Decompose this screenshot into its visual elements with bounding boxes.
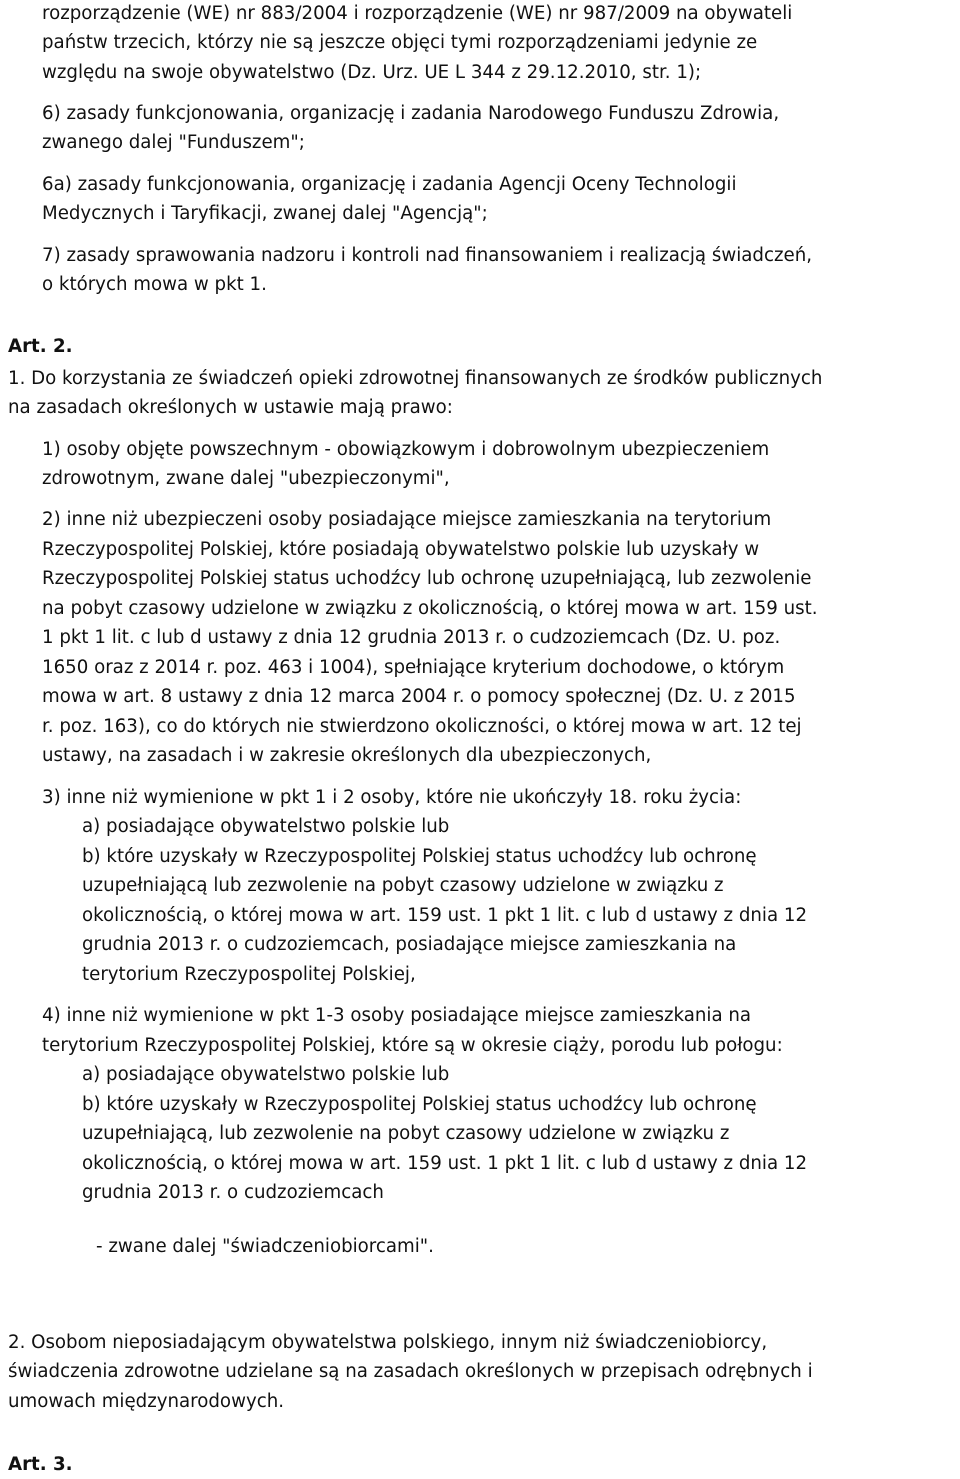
art2-point-4-line-1: 4) inne niż wymienione w pkt 1-3 osoby posiadające miejsce zamieszkania na	[42, 1005, 752, 1026]
article-3-heading: Art. 3.	[8, 1454, 73, 1475]
art2-point-3-b-line: grudnia 2013 r. o cudzoziemcach, posiadające miejsce zamieszkania na	[82, 934, 737, 955]
art2-point-2-line: 1 pkt 1 lit. c lub d ustawy z dnia 12 grudnia 2013 r. o cudzoziemcach (Dz. U. poz.	[42, 627, 781, 648]
article-2-heading: Art. 2.	[8, 336, 73, 357]
item-7-line-2: o których mowa w pkt 1.	[42, 274, 267, 295]
art2-par2-line: 2. Osobom nieposiadającym obywatelstwa polskiego, innym niż świadczeniobiorcy,	[8, 1332, 768, 1353]
item-6a-line-2: Medycznych i Taryfikacji, zwanej dalej "Agencją";	[42, 203, 488, 224]
art2-point-4-line-2: terytorium Rzeczypospolitej Polskiej, które są w okresie ciąży, porodu lub połogu:	[42, 1035, 783, 1056]
art2-point-2-line: mowa w art. 8 ustawy z dnia 12 marca 2004 r. o pomocy społecznej (Dz. U. z 2015	[42, 686, 796, 707]
intro-line-3: względu na swoje obywatelstwo (Dz. Urz. UE L 344 z 29.12.2010, str. 1);	[42, 62, 702, 83]
art2-point-4-a: a) posiadające obywatelstwo polskie lub	[82, 1064, 450, 1085]
art2-point-2-line: 2) inne niż ubezpieczeni osoby posiadające miejsce zamieszkania na terytorium	[42, 509, 772, 530]
art2-point-3-b-line: uzupełniającą lub zezwolenie na pobyt czasowy udzielone w związku z	[82, 875, 724, 896]
art2-par2-line: umowach międzynarodowych.	[8, 1391, 285, 1412]
art2-point-3-line-1: 3) inne niż wymienione w pkt 1 i 2 osoby, które nie ukończyły 18. roku życia:	[42, 787, 742, 808]
art2-point-2-line: na pobyt czasowy udzielone w związku z okolicznością, o której mowa w art. 159 ust.	[42, 598, 818, 619]
art2-point-3-b-line: b) które uzyskały w Rzeczypospolitej Polskiej status uchodźcy lub ochronę	[82, 846, 757, 867]
art2-point-1-line-1: 1) osoby objęte powszechnym - obowiązkowym i dobrowolnym ubezpieczeniem	[42, 439, 770, 460]
art2-par1-line-2: na zasadach określonych w ustawie mają prawo:	[8, 397, 453, 418]
intro-line-2: państw trzecich, którzy nie są jeszcze objęci tymi rozporządzeniami jedynie ze	[42, 32, 758, 53]
art2-point-2-line: r. poz. 163), co do których nie stwierdzono okoliczności, o której mowa w art. 12 tej	[42, 716, 802, 737]
art2-point-2-line: ustawy, na zasadach i w zakresie określonych dla ubezpieczonych,	[42, 745, 652, 766]
art2-point-3-a: a) posiadające obywatelstwo polskie lub	[82, 816, 450, 837]
art2-point-4-b-line: grudnia 2013 r. o cudzoziemcach	[82, 1182, 384, 1203]
art2-par2-line: świadczenia zdrowotne udzielane są na zasadach określonych w przepisach odrębnych i	[8, 1361, 813, 1382]
art2-par1-line-1: 1. Do korzystania ze świadczeń opieki zdrowotnej finansowanych ze środków publicznych	[8, 368, 823, 389]
item-7-line-1: 7) zasady sprawowania nadzoru i kontroli nad finansowaniem i realizacją świadczeń,	[42, 245, 813, 266]
item-6a-line-1: 6a) zasady funkcjonowania, organizację i zadania Agencji Oceny Technologii	[42, 174, 737, 195]
art2-point-2-line: 1650 oraz z 2014 r. poz. 463 i 1004), spełniające kryterium dochodowe, o którym	[42, 657, 785, 678]
art2-point-2-line: Rzeczypospolitej Polskiej status uchodźcy lub ochronę uzupełniającą, lub zezwolenie	[42, 568, 812, 589]
art2-point-3-b-line: terytorium Rzeczypospolitej Polskiej,	[82, 964, 416, 985]
art2-point-2-line: Rzeczypospolitej Polskiej, które posiadają obywatelstwo polskie lub uzyskały w	[42, 539, 760, 560]
item-6-line-1: 6) zasady funkcjonowania, organizację i zadania Narodowego Funduszu Zdrowia,	[42, 103, 780, 124]
art2-point-4-b-line: okolicznością, o której mowa w art. 159 ust. 1 pkt 1 lit. c lub d ustawy z dnia 12	[82, 1153, 808, 1174]
art2-point-4-b-line: b) które uzyskały w Rzeczypospolitej Polskiej status uchodźcy lub ochronę	[82, 1094, 757, 1115]
item-6-line-2: zwanego dalej "Funduszem";	[42, 132, 305, 153]
art2-point-1-line-2: zdrowotnym, zwane dalej "ubezpieczonymi",	[42, 468, 450, 489]
art2-point-3-b-line: okolicznością, o której mowa w art. 159 ust. 1 pkt 1 lit. c lub d ustawy z dnia 12	[82, 905, 808, 926]
art2-point-4-b-line: uzupełniającą, lub zezwolenie na pobyt czasowy udzielone w związku z	[82, 1123, 730, 1144]
intro-line-1: rozporządzenie (WE) nr 883/2004 i rozporządzenie (WE) nr 987/2009 na obywateli	[42, 3, 793, 24]
art2-zwane-definition: - zwane dalej "świadczeniobiorcami".	[96, 1236, 434, 1257]
